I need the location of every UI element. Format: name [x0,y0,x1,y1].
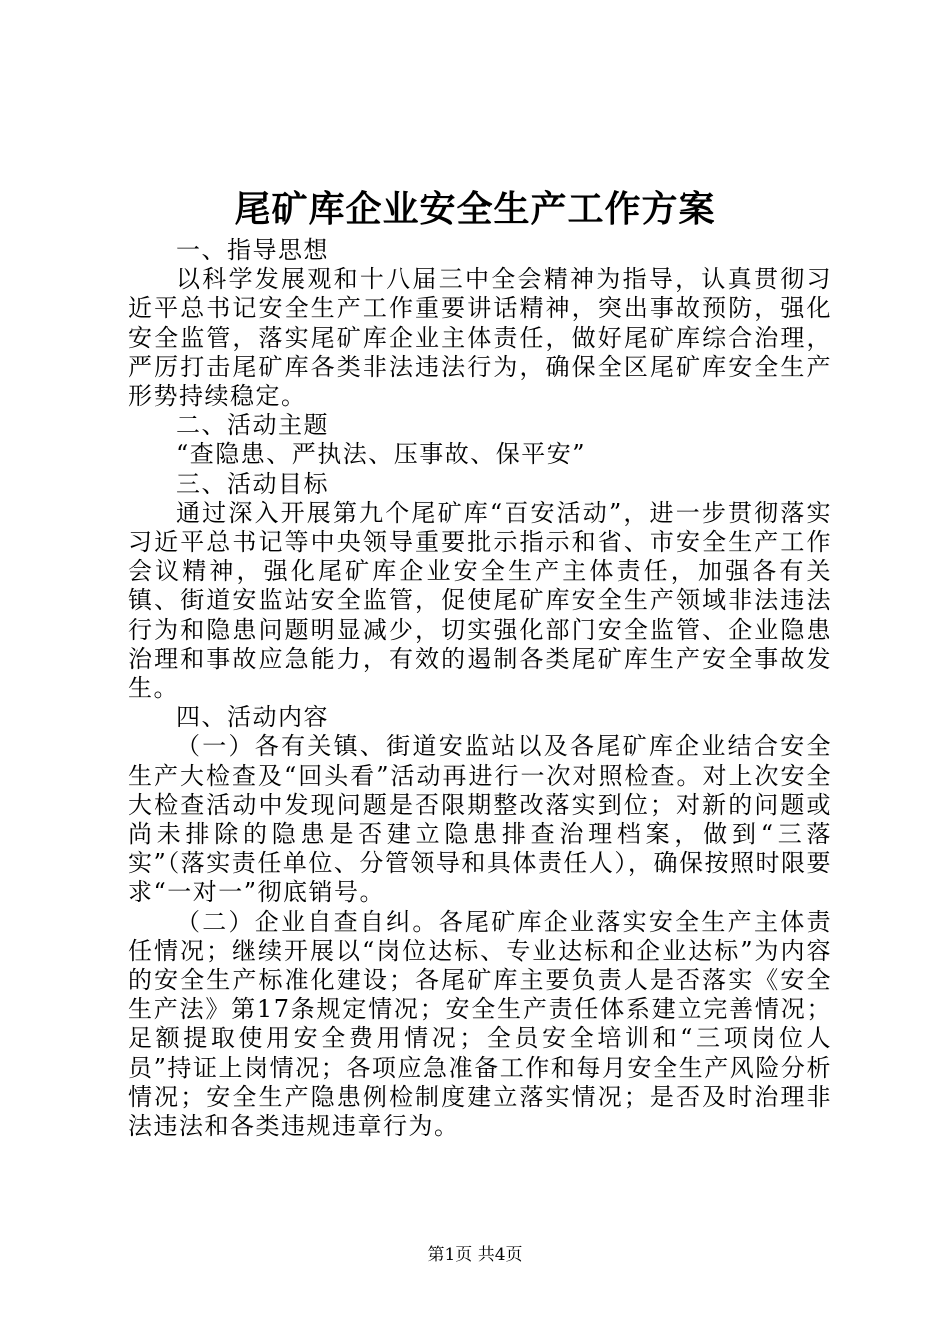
section-heading-activity-theme: 二、活动主题 [176,411,329,440]
section-heading-guiding-ideology: 一、指导思想 [176,236,329,264]
body-paragraph: （二）企业自查自纠。各尾矿库企业落实安全生产主体责任情况；继续开展以“岗位达标、专业达标和企业达标”为内容的安全生产标准化建设；各尾矿库主要负责人是否落实《安全生产法》第17条规定情况；安全生产责任体系建立完善情况；足额提取使用安全费用情况；全员安全培训和“三项岗位人员”持证上岗情况；各项应急准备工作和每月安全生产风险分析情况；安全生产隐患例检制度建立落实情况；是否及时治理非法违法和各类违规违章行为。 [128,907,832,1141]
page-number: 第1页 共4页 [427,1245,523,1265]
section-heading-activity-goals: 三、活动目标 [176,469,329,498]
body-paragraph: “查隐患、严执法、压事故、保平安” [176,440,587,469]
document-title: 尾矿库企业安全生产工作方案 [234,188,716,230]
body-paragraph: 通过深入开展第九个尾矿库“百安活动”，进一步贯彻落实习近平总书记等中央领导重要批示指示和省、市安全生产工作会议精神，强化尾矿库企业安全生产主体责任，加强各有关镇、街道安监站安全监管，促使尾矿库安全生产领域非法违法行为和隐患问题明显减少，切实强化部门安全监管、企业隐患治理和事故应急能力，有效的遏制各类尾矿库生产安全事故发生。 [128,498,832,703]
body-paragraph: 以科学发展观和十八届三中全会精神为指导，认真贯彻习近平总书记安全生产工作重要讲话精神，突出事故预防，强化安全监管，落实尾矿库企业主体责任，做好尾矿库综合治理，严厉打击尾矿库各类非法违法行为，确保全区尾矿库安全生产形势持续稳定。 [128,265,832,411]
section-heading-activity-content: 四、活动内容 [176,703,329,732]
document-body [128,236,832,1141]
body-paragraph: （一）各有关镇、街道安监站以及各尾矿库企业结合安全生产大检查及“回头看”活动再进行一次对照检查。对上次安全大检查活动中发现问题是否限期整改落实到位；对新的问题或尚未排除的隐患是否建立隐患排查治理档案，做到“三落实”（落实责任单位、分管领导和具体责任人），确保按照时限要求“一对一”彻底销号。 [128,732,832,907]
